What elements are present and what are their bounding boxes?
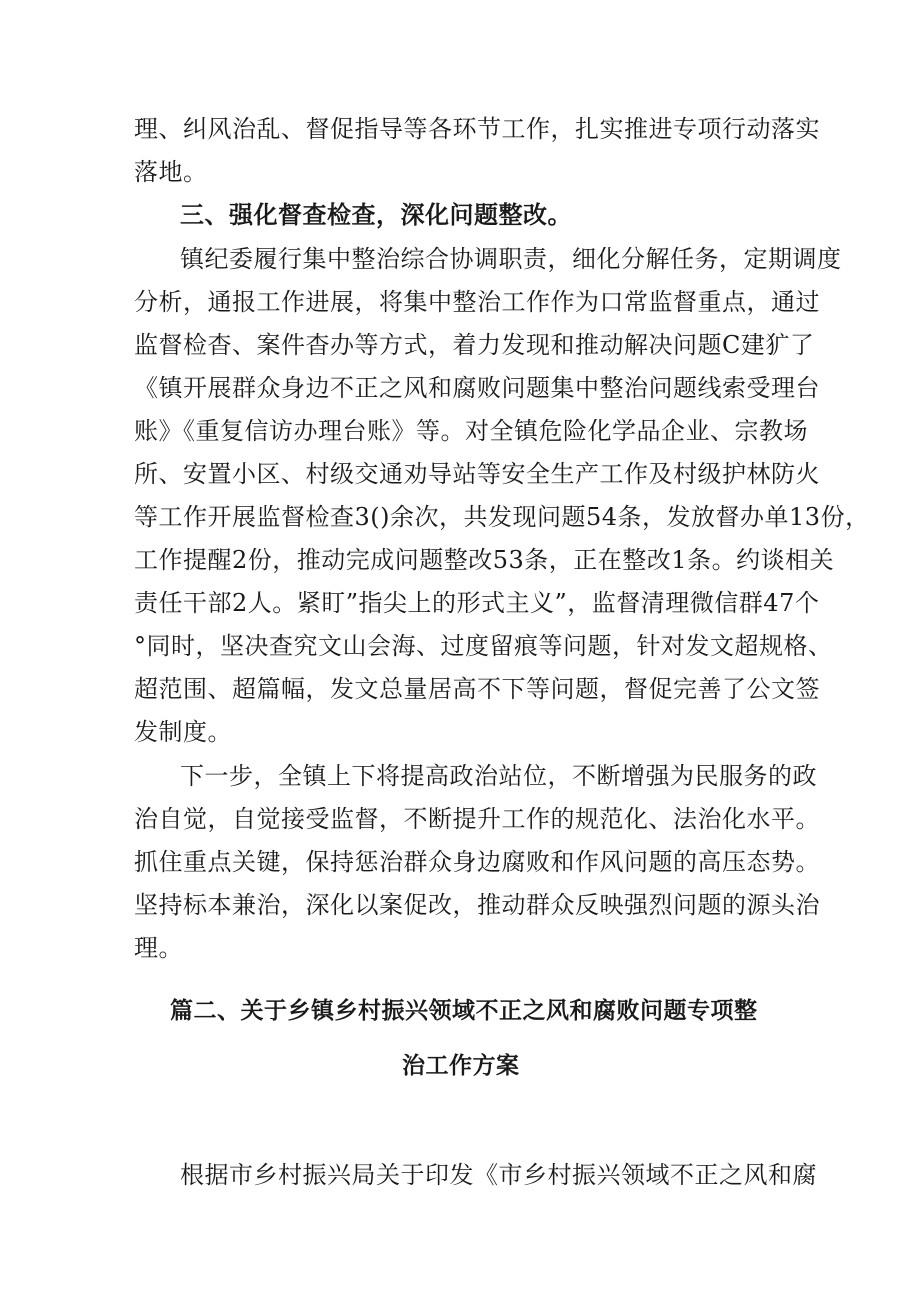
text-line: 落地。 [134,158,208,186]
text-line: 账》《重复信访办理台账》等。对全镇危险化学品企业、宗教场 [134,417,808,445]
text-line: 坚持标本兼治，深化以案促改，推动群众反映强烈问题的源头治 [134,891,820,919]
text-line: 《镇开展群众身边不正之风和腐败问题集中整治问题线索受理台 [134,374,820,402]
text-line: 下一步，全镇上下将提高政治站位，不断增强为民服务的政 [180,762,817,790]
text-line: 根据市乡村振兴局关于印发《市乡村振兴领域不正之风和腐 [180,1161,817,1189]
text-line: 抓住重点关键，保持惩治群众身边腐败和作风问题的高压态势。 [134,848,820,876]
text-line: 超范围、超篇幅，发文总量居高不下等问题，督促完善了公文签 [134,675,820,703]
text-line: 理、纠风治乱、督促指导等各环节工作，扎实推进专项行动落实 [134,115,820,143]
text-line: 所、安置小区、村级交通劝导站等安全生产工作及村级护林防火 [134,460,820,488]
text-line: 责任干部2人。紧盯”指尖上的形式主义”，监督清理微信群47个 [134,589,820,617]
document-title-line-2: 治工作方案 [402,1053,520,1079]
text-line: 分析，通报工作进展，将集中整治工作作为口常监督重点，通过 [134,288,820,316]
document-title-line-1: 篇二、关于乡镇乡村振兴领域不正之风和腐败问题专项整 [170,998,758,1024]
text-line: 工作提醒2份，推动完成问题整改53条，正在整改1条。约谈相关 [134,546,835,574]
text-line: 理。 [134,934,183,962]
text-line: °同时，坚决查究文山会海、过度留痕等问题，针对发文超规格、 [134,632,833,660]
section-heading: 三、强化督查检查，深化问题整改。 [180,200,572,229]
text-line: 治自觉，自觉接受监督，不断提升工作的规范化、法治化水平。 [134,805,820,833]
text-line: 监督检杳、案件杳办等方式，着力发现和推动解决问题C建犷了 [134,331,815,359]
text-line: 镇纪委履行集中整治综合协调职责，细化分解任务，定期调度 [180,245,842,273]
text-line: 等工作开展监督检查3()余次，共发现问题54条，发放督办单13份， [134,503,870,531]
text-line: 发制度。 [134,718,232,746]
